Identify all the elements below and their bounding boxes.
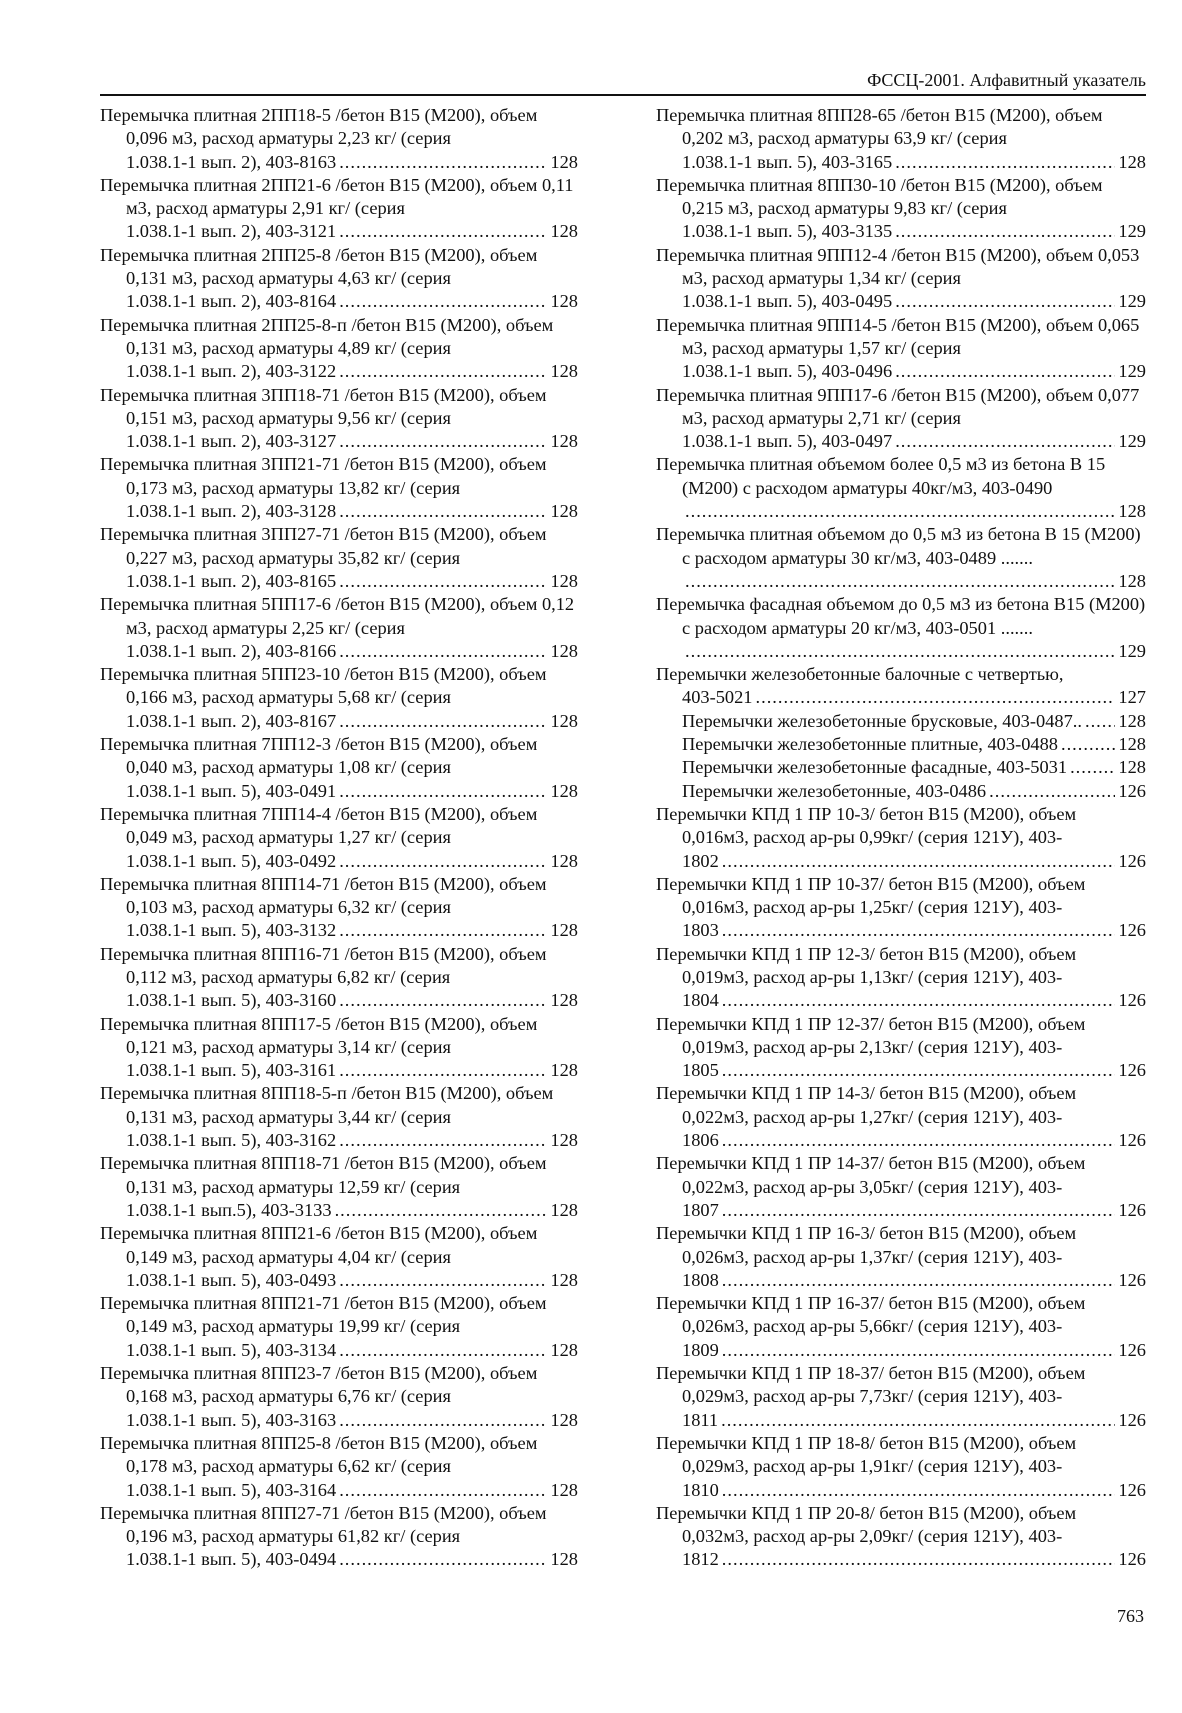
dot-leader	[339, 290, 547, 313]
dot-leader	[895, 151, 1115, 174]
index-entry	[100, 1432, 578, 1502]
dot-leader	[722, 1129, 1116, 1152]
index-entry-text: Перемычка плитная 8ПП18-5-п /бетон В15 (М200), объем 0,131 м3, расход арматуры 3,44 кг/ (серия	[100, 1083, 554, 1127]
index-entry-reference-line	[126, 1479, 578, 1502]
index-entry-page: 126	[1118, 1409, 1146, 1430]
dot-leader	[339, 710, 547, 733]
index-entry-reference-line	[126, 1548, 578, 1571]
index-entry-code: 1.038.1-1 вып. 5), 403-3163	[126, 1409, 337, 1430]
running-header: ФССЦ-2001. Алфавитный указатель	[100, 68, 1146, 96]
index-entry-reference-line	[126, 1269, 578, 1292]
dot-leader	[339, 220, 547, 243]
index-entry-reference-line	[126, 500, 578, 523]
index-entry-text: Перемычки КПД 1 ПР 16-37/ бетон В15 (М200), объем 0,026м3, расход ар-ры 5,66кг/ (серия 121У), 403-	[656, 1293, 1086, 1337]
dot-leader	[756, 686, 1116, 709]
index-entry-text: Перемычки КПД 1 ПР 16-3/ бетон В15 (М200), объем 0,026м3, расход ар-ры 1,37кг/ (серия 121У), 403-	[656, 1223, 1077, 1267]
index-entry-reference-line	[126, 430, 578, 453]
index-entry-page: 129	[1118, 361, 1146, 382]
index-entry	[100, 733, 578, 803]
index-entry	[100, 384, 578, 454]
index-entry-text: Перемычка плитная 5ПП23-10 /бетон В15 (М200), объем 0,166 м3, расход арматуры 5,68 кг/ (серия	[100, 664, 547, 708]
index-entry	[100, 873, 578, 943]
index-entry	[100, 523, 578, 593]
index-entry	[656, 384, 1146, 454]
index-entry-reference-line	[682, 500, 1146, 523]
index-entry-code: 1808	[682, 1269, 719, 1290]
dot-leader	[895, 360, 1115, 383]
index-entry	[656, 174, 1146, 244]
index-entry-code: 1804	[682, 990, 719, 1011]
index-entry-code: 1.038.1-1 вып. 5), 403-0497	[682, 431, 893, 452]
index-entry-page: 126	[1118, 990, 1146, 1011]
index-entry-reference-line	[682, 640, 1146, 663]
index-entry-code: 1812	[682, 1549, 719, 1570]
index-entry-code: 1.038.1-1 вып. 5), 403-3165	[682, 151, 893, 172]
index-entry-text: Перемычки КПД 1 ПР 10-37/ бетон В15 (М200), объем 0,016м3, расход ар-ры 1,25кг/ (серия 121У), 403-	[656, 873, 1086, 918]
dot-leader	[722, 919, 1116, 942]
dot-leader	[1070, 756, 1115, 779]
index-entry-reference-line	[682, 360, 1146, 383]
dot-leader	[339, 360, 547, 383]
dot-leader	[339, 640, 547, 663]
index-entry-code: 1.038.1-1 вып. 2), 403-3122	[126, 361, 337, 382]
index-entry-reference-line	[126, 570, 578, 593]
index-entry-page: 126	[1118, 850, 1146, 871]
index-entry-page: 127	[1118, 687, 1146, 708]
index-entry-code: 1.038.1-1 вып. 2), 403-3128	[126, 501, 337, 522]
index-entry-page: 128	[550, 920, 578, 941]
index-entry-page: 126	[1118, 1479, 1146, 1500]
index-entry-reference-line	[126, 640, 578, 663]
index-entry-text: Перемычка плитная 8ПП18-71 /бетон В15 (М200), объем 0,131 м3, расход арматуры 12,59 кг/ (серия	[100, 1153, 547, 1197]
dot-leader	[895, 290, 1115, 313]
index-entry-reference-line	[126, 1059, 578, 1082]
index-entry-code: 1.038.1-1 вып.5), 403-3133	[126, 1199, 332, 1220]
index-entry-reference-line	[126, 710, 578, 733]
index-entry	[656, 314, 1146, 384]
dot-leader	[721, 1409, 1115, 1432]
index-entry-text: Перемычки КПД 1 ПР 12-37/ бетон В15 (М200), объем 0,019м3, расход ар-ры 2,13кг/ (серия 121У), 403-	[656, 1013, 1086, 1057]
dot-leader	[339, 919, 547, 942]
index-entry-page: 128	[550, 361, 578, 382]
index-entry-page: 126	[1118, 1060, 1146, 1081]
index-entry-text: Перемычка фасадная объемом до 0,5 м3 из бетона В15 (М200) с расходом арматуры 20 кг/м3, 403-0501 .......	[656, 594, 1146, 638]
dot-leader	[722, 1479, 1116, 1502]
index-entry-code: 1.038.1-1 вып. 5), 403-3164	[126, 1479, 337, 1500]
index-entry-page: 128	[550, 570, 578, 591]
index-entry-text: Перемычки КПД 1 ПР 18-37/ бетон В15 (М200), объем 0,029м3, расход ар-ры 7,73кг/ (серия 121У), 403-	[656, 1363, 1086, 1407]
index-entry-reference-line	[682, 430, 1146, 453]
index-entry-text: Перемычка плитная 8ПП23-7 /бетон В15 (М200), объем 0,168 м3, расход арматуры 6,76 кг/ (серия	[100, 1363, 538, 1407]
index-entry	[100, 803, 578, 873]
index-entry-code: 1.038.1-1 вып. 5), 403-3162	[126, 1130, 337, 1151]
dot-leader	[1085, 710, 1115, 733]
index-entry-text: Перемычка плитная 8ПП21-71 /бетон В15 (М200), объем 0,149 м3, расход арматуры 19,99 кг/ (серия	[100, 1293, 547, 1337]
index-entry-reference-line	[126, 989, 578, 1012]
index-entry-text: Перемычка плитная 8ПП27-71 /бетон В15 (М200), объем 0,196 м3, расход арматуры 61,82 кг/ (серия	[100, 1502, 547, 1547]
index-entry-text: Перемычка плитная 9ПП12-4 /бетон В15 (М200), объем 0,053 м3, расход арматуры 1,34 кг/ (серия	[656, 244, 1140, 289]
dot-leader	[685, 570, 1115, 593]
index-entry	[656, 943, 1146, 1013]
index-entry-text: Перемычка плитная 3ПП27-71 /бетон В15 (М200), объем 0,227 м3, расход арматуры 35,82 кг/ (серия	[100, 524, 547, 568]
index-entry-code: 1807	[682, 1199, 719, 1220]
index-entry-page: 129	[1118, 291, 1146, 312]
index-entry-code: 1809	[682, 1339, 719, 1360]
dot-leader	[722, 1339, 1116, 1362]
dot-leader	[895, 220, 1115, 243]
index-entry-code: 1802	[682, 850, 719, 871]
index-entry-page: 128	[550, 1269, 578, 1290]
index-entry-page: 128	[550, 1479, 578, 1500]
index-entry-code: 1.038.1-1 вып. 5), 403-3135	[682, 221, 893, 242]
index-entry-code: 1.038.1-1 вып. 2), 403-8163	[126, 151, 337, 172]
index-entry-code: Перемычки железобетонные, 403-0486	[682, 780, 987, 801]
index-entry-page: 128	[550, 990, 578, 1011]
index-entry	[656, 733, 1146, 756]
index-entry-code: 1.038.1-1 вып. 5), 403-0492	[126, 850, 337, 871]
index-entry	[656, 1013, 1146, 1083]
index-entry-code: 403-5021	[682, 687, 753, 708]
index-entry	[656, 1362, 1146, 1432]
index-entry-reference-line	[682, 850, 1146, 873]
dot-leader	[339, 151, 547, 174]
index-entry-code: 1806	[682, 1130, 719, 1151]
index-entry	[656, 523, 1146, 593]
dot-leader	[339, 430, 547, 453]
index-entry-code: 1.038.1-1 вып. 2), 403-3127	[126, 431, 337, 452]
index-entry-page: 129	[1118, 431, 1146, 452]
index-entry-reference-line	[126, 780, 578, 803]
dot-leader	[339, 1269, 547, 1292]
index-entry-reference-line	[682, 733, 1146, 756]
index-entry-text: Перемычка плитная 8ПП21-6 /бетон В15 (М200), объем 0,149 м3, расход арматуры 4,04 кг/ (серия	[100, 1223, 538, 1267]
index-entry	[100, 1362, 578, 1432]
index-entry-reference-line	[682, 1129, 1146, 1152]
index-entry	[100, 1502, 578, 1572]
index-entry-page: 128	[550, 640, 578, 661]
index-entry-page: 128	[550, 780, 578, 801]
index-entry	[656, 593, 1146, 663]
index-entry-code: 1805	[682, 1060, 719, 1081]
index-entry-text: Перемычки КПД 1 ПР 10-3/ бетон В15 (М200), объем 0,016м3, расход ар-ры 0,99кг/ (серия 121У), 403-	[656, 803, 1077, 848]
index-entry-text: Перемычки КПД 1 ПР 14-37/ бетон В15 (М200), объем 0,022м3, расход ар-ры 3,05кг/ (серия 121У), 403-	[656, 1153, 1086, 1197]
index-entry	[656, 104, 1146, 174]
index-entry-code: 1811	[682, 1409, 719, 1430]
index-entry-code: Перемычки железобетонные фасадные, 403-5031	[682, 757, 1068, 778]
index-entry-page: 126	[1118, 1339, 1146, 1360]
index-entry-reference-line	[682, 989, 1146, 1012]
index-entry	[656, 710, 1146, 733]
index-entry-text: Перемычка плитная 7ПП12-3 /бетон В15 (М200), объем 0,040 м3, расход арматуры 1,08 кг/ (серия	[100, 734, 538, 778]
index-entry-text: Перемычки КПД 1 ПР 18-8/ бетон В15 (М200), объем 0,029м3, расход ар-ры 1,91кг/ (серия 121У), 403-	[656, 1432, 1077, 1477]
index-entry	[656, 756, 1146, 779]
dot-leader	[339, 570, 547, 593]
index-entry-page: 126	[1118, 780, 1146, 801]
index-entry-reference-line	[682, 919, 1146, 942]
index-entry-reference-line	[126, 220, 578, 243]
index-entry-reference-line	[682, 710, 1146, 733]
index-entry-page: 129	[1118, 221, 1146, 242]
dot-leader	[339, 989, 547, 1012]
index-entry-reference-line	[682, 151, 1146, 174]
index-entry-code: 1.038.1-1 вып. 5), 403-0493	[126, 1269, 337, 1290]
index-entry	[100, 1013, 578, 1083]
index-entry-page: 128	[1118, 734, 1146, 755]
index-entry-page: 128	[1118, 570, 1146, 591]
index-entry-reference-line	[682, 1548, 1146, 1571]
index-entry-text: Перемычка плитная 3ПП21-71 /бетон В15 (М200), объем 0,173 м3, расход арматуры 13,82 кг/ (серия	[100, 454, 547, 498]
index-entry-reference-line	[682, 1199, 1146, 1222]
index-entry	[100, 1082, 578, 1152]
index-entry-page: 128	[550, 1409, 578, 1430]
index-entry-reference-line	[126, 1339, 578, 1362]
index-entry-reference-line	[682, 1269, 1146, 1292]
index-entry-page: 128	[550, 710, 578, 731]
index-entry-code: 1.038.1-1 вып. 5), 403-0496	[682, 361, 893, 382]
index-entry-reference-line	[682, 1479, 1146, 1502]
index-entry-reference-line	[682, 570, 1146, 593]
dot-leader	[339, 1409, 547, 1432]
index-entry	[656, 1152, 1146, 1222]
index-entry-code: 1.038.1-1 вып. 5), 403-0491	[126, 780, 337, 801]
index-entry-reference-line	[126, 1129, 578, 1152]
index-entry	[656, 663, 1146, 710]
index-entry-reference-line	[126, 360, 578, 383]
index-entry-page: 126	[1118, 1549, 1146, 1570]
index-entry-text: Перемычка плитная объемом до 0,5 м3 из бетона В 15 (М200) с расходом арматуры 30 кг/м3, 403-0489 .......	[656, 524, 1141, 568]
index-entry-page: 128	[550, 221, 578, 242]
index-entry-reference-line	[126, 919, 578, 942]
index-entry-text: Перемычка плитная 8ПП28-65 /бетон В15 (М200), объем 0,202 м3, расход арматуры 63,9 кг/ (серия	[656, 105, 1103, 149]
index-entry-text: Перемычка плитная 3ПП18-71 /бетон В15 (М200), объем 0,151 м3, расход арматуры 9,56 кг/ (серия	[100, 384, 547, 428]
index-entry-page: 128	[550, 1549, 578, 1570]
dot-leader	[685, 640, 1115, 663]
dot-leader	[339, 850, 547, 873]
dot-leader	[339, 1129, 547, 1152]
index-entry-reference-line	[126, 1199, 578, 1222]
index-entry	[656, 1082, 1146, 1152]
index-entry-reference-line	[682, 1339, 1146, 1362]
index-entry-page: 128	[550, 850, 578, 871]
index-entry-page: 129	[1118, 640, 1146, 661]
index-entry	[100, 453, 578, 523]
index-entry-code: Перемычки железобетонные плитные, 403-0488	[682, 734, 1058, 755]
index-entry-reference-line	[682, 290, 1146, 313]
index-entry-page: 126	[1118, 1269, 1146, 1290]
index-entry-code: 1.038.1-1 вып. 2), 403-8165	[126, 570, 337, 591]
dot-leader	[339, 1548, 547, 1571]
dot-leader	[722, 1059, 1116, 1082]
index-entry	[100, 1222, 578, 1292]
index-entry	[100, 104, 578, 174]
index-entry-page: 128	[550, 431, 578, 452]
index-column-right	[656, 104, 1146, 1572]
index-entry-code: 1.038.1-1 вып. 2), 403-3121	[126, 221, 337, 242]
index-entry-code: 1803	[682, 920, 719, 941]
index-entry	[656, 1502, 1146, 1572]
index-entry-text: Перемычки КПД 1 ПР 20-8/ бетон В15 (М200), объем 0,032м3, расход ар-ры 2,09кг/ (серия 121У), 403-	[656, 1502, 1077, 1547]
dot-leader	[722, 1269, 1116, 1292]
index-entry-page: 126	[1118, 1130, 1146, 1151]
index-entry-page: 128	[550, 1339, 578, 1360]
index-entry	[656, 244, 1146, 314]
dot-leader	[335, 1199, 548, 1222]
index-entry-page: 128	[550, 291, 578, 312]
index-entry-text: Перемычка плитная 8ПП30-10 /бетон В15 (М200), объем 0,215 м3, расход арматуры 9,83 кг/ (серия	[656, 174, 1103, 219]
index-entry-text: Перемычки КПД 1 ПР 14-3/ бетон В15 (М200), объем 0,022м3, расход ар-ры 1,27кг/ (серия 121У), 403-	[656, 1083, 1077, 1127]
index-entry	[100, 593, 578, 663]
index-entry-reference-line	[682, 1059, 1146, 1082]
index-column-left	[100, 104, 578, 1572]
index-entry	[100, 174, 578, 244]
index-entry-reference-line	[126, 151, 578, 174]
index-entry-code: 1.038.1-1 вып. 2), 403-8166	[126, 640, 337, 661]
index-entry-code: 1.038.1-1 вып. 5), 403-3134	[126, 1339, 337, 1360]
index-entry-page: 128	[1118, 757, 1146, 778]
index-entry-text: Перемычка плитная 2ПП25-8 /бетон В15 (М200), объем 0,131 м3, расход арматуры 4,63 кг/ (серия	[100, 244, 538, 289]
index-entry-text: Перемычка плитная 2ПП25-8-п /бетон В15 (М200), объем 0,131 м3, расход арматуры 4,89 кг/ (серия	[100, 314, 554, 358]
dot-leader	[339, 780, 547, 803]
index-entry-page: 128	[550, 1130, 578, 1151]
dot-leader	[722, 1199, 1116, 1222]
index-entry	[100, 314, 578, 384]
index-entry-text: Перемычка плитная 2ПП21-6 /бетон В15 (М200), объем 0,11 м3, расход арматуры 2,91 кг/ (серия	[100, 174, 574, 219]
index-entry-reference-line	[126, 850, 578, 873]
index-entry-page: 126	[1118, 920, 1146, 941]
page-number: 763	[1117, 1606, 1144, 1626]
index-entry	[656, 803, 1146, 873]
dot-leader	[1061, 733, 1115, 756]
dot-leader	[722, 989, 1116, 1012]
index-entry-page: 128	[550, 1060, 578, 1081]
index-entry-text: Перемычка плитная 9ПП14-5 /бетон В15 (М200), объем 0,065 м3, расход арматуры 1,57 кг/ (серия	[656, 314, 1140, 358]
index-entry-text: Перемычка плитная 5ПП17-6 /бетон В15 (М200), объем 0,12 м3, расход арматуры 2,25 кг/ (серия	[100, 594, 575, 638]
index-entry-text: Перемычка плитная 8ПП17-5 /бетон В15 (М200), объем 0,121 м3, расход арматуры 3,14 кг/ (серия	[100, 1013, 538, 1057]
dot-leader	[685, 500, 1115, 523]
index-entry-page: 128	[1118, 501, 1146, 522]
index-entry-text: Перемычка плитная 2ПП18-5 /бетон В15 (М200), объем 0,096 м3, расход арматуры 2,23 кг/ (серия	[100, 105, 538, 149]
index-entry-text: Перемычка плитная 8ПП25-8 /бетон В15 (М200), объем 0,178 м3, расход арматуры 6,62 кг/ (серия	[100, 1432, 538, 1477]
index-entry-code: 1.038.1-1 вып. 2), 403-8164	[126, 291, 337, 312]
index-entry	[100, 244, 578, 314]
index-entry-text: Перемычки железобетонные балочные с четвертью,	[656, 664, 1064, 685]
index-entry	[656, 1222, 1146, 1292]
dot-leader	[722, 850, 1116, 873]
index-entry-text: Перемычка плитная 7ПП14-4 /бетон В15 (М200), объем 0,049 м3, расход арматуры 1,27 кг/ (серия	[100, 803, 538, 848]
index-entry-page: 126	[1118, 1199, 1146, 1220]
index-entry	[656, 780, 1146, 803]
index-entry	[100, 1292, 578, 1362]
index-entry-text: Перемычка плитная 8ПП16-71 /бетон В15 (М200), объем 0,112 м3, расход арматуры 6,82 кг/ (серия	[100, 943, 547, 987]
index-entry-reference-line	[682, 686, 1146, 709]
index-entry-reference-line	[682, 756, 1146, 779]
dot-leader	[339, 1479, 547, 1502]
index-entry-code: 1.038.1-1 вып. 5), 403-3132	[126, 920, 337, 941]
index-entry-reference-line	[126, 1409, 578, 1432]
index-entry-code: 1.038.1-1 вып. 5), 403-3160	[126, 990, 337, 1011]
index-entry-reference-line	[682, 1409, 1146, 1432]
index-entry-reference-line	[682, 220, 1146, 243]
index-entry-page: 128	[1118, 710, 1146, 731]
dot-leader	[722, 1548, 1116, 1571]
index-entry	[100, 663, 578, 733]
index-entry-code: 1.038.1-1 вып. 5), 403-3161	[126, 1060, 337, 1081]
index-entry-code: 1.038.1-1 вып. 2), 403-8167	[126, 710, 337, 731]
index-entry-text: Перемычка плитная 8ПП14-71 /бетон В15 (М200), объем 0,103 м3, расход арматуры 6,32 кг/ (серия	[100, 873, 547, 918]
index-entry-text: Перемычка плитная объемом более 0,5 м3 из бетона В 15 (М200) с расходом арматуры 40кг/м3, 403-0490	[656, 454, 1106, 498]
index-entry-code: 1.038.1-1 вып. 5), 403-0495	[682, 291, 893, 312]
dot-leader	[339, 1059, 547, 1082]
index-entry-reference-line	[126, 290, 578, 313]
index-entry-page: 128	[550, 151, 578, 172]
dot-leader	[339, 500, 547, 523]
index-entry	[656, 873, 1146, 943]
dot-leader	[989, 780, 1115, 803]
index-entry-text: Перемычка плитная 9ПП17-6 /бетон В15 (М200), объем 0,077 м3, расход арматуры 2,71 кг/ (серия	[656, 384, 1140, 428]
dot-leader	[895, 430, 1115, 453]
index-entry	[100, 943, 578, 1013]
index-entry	[656, 1292, 1146, 1362]
index-entry-reference-line	[682, 780, 1146, 803]
index-entry-code: Перемычки железобетонные брусковые, 403-0487..	[682, 710, 1082, 731]
index-entry-code: 1.038.1-1 вып. 5), 403-0494	[126, 1549, 337, 1570]
index-entry	[656, 1432, 1146, 1502]
index-entry-page: 128	[550, 501, 578, 522]
index-entry-text: Перемычки КПД 1 ПР 12-3/ бетон В15 (М200), объем 0,019м3, расход ар-ры 1,13кг/ (серия 121У), 403-	[656, 943, 1077, 987]
dot-leader	[339, 1339, 547, 1362]
index-entry-page: 128	[550, 1199, 578, 1220]
index-entry-code: 1810	[682, 1479, 719, 1500]
index-entry	[656, 453, 1146, 523]
index-entry-page: 128	[1118, 151, 1146, 172]
index-entry	[100, 1152, 578, 1222]
